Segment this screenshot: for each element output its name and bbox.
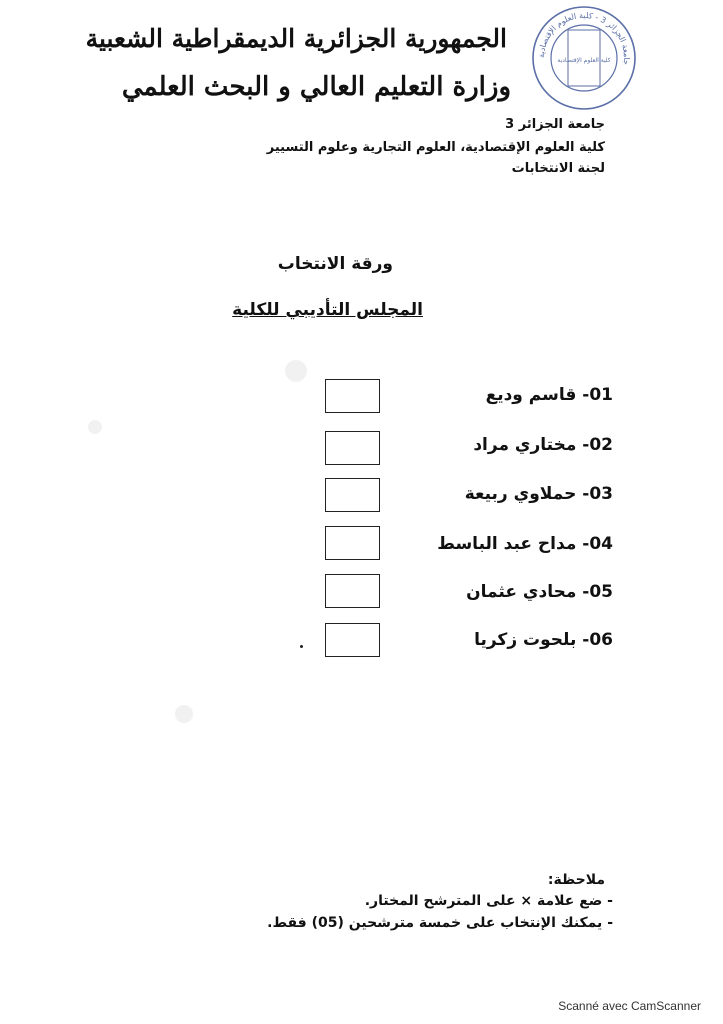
ink-dot (300, 645, 303, 648)
ballot-title: ورقة الانتخاب (277, 254, 393, 274)
scan-smudge (285, 360, 307, 382)
candidate-label-05: 05- محادي عثمان (466, 582, 613, 602)
vote-checkbox-06[interactable] (325, 623, 380, 657)
scanner-watermark: Scanné avec CamScanner (558, 999, 701, 1013)
vote-checkbox-04[interactable] (325, 526, 380, 560)
scan-smudge (175, 705, 193, 723)
university-seal-icon (530, 4, 638, 112)
faculty-name: كلية العلوم الإقتصادية، العلوم التجارية وعلوم التسيير (266, 140, 605, 155)
note-instruction-mark: - ضع علامة × على المترشح المختار. (364, 893, 613, 909)
ministry-heading: وزارة التعليم العالي و البحث العلمي (121, 72, 511, 102)
candidate-label-03: 03- حملاوي ربيعة (464, 484, 613, 504)
candidate-label-06: 06- بلحوت زكريا (474, 630, 613, 650)
vote-checkbox-05[interactable] (325, 574, 380, 608)
republic-heading: الجمهورية الجزائرية الديمقراطية الشعبية (85, 24, 507, 53)
vote-checkbox-02[interactable] (325, 431, 380, 465)
candidate-label-01: 01- قاسم وديع (485, 385, 613, 405)
vote-checkbox-01[interactable] (325, 379, 380, 413)
scan-smudge (88, 420, 102, 434)
candidate-label-04: 04- مداح عبد الباسط (437, 534, 613, 554)
council-title: المجلس التأديبي للكلية (232, 300, 423, 320)
university-name: جامعة الجزائر 3 (505, 117, 605, 132)
note-title: ملاحظة: (547, 872, 605, 888)
seal-center-text: كلية العلوم الإقتصادية (557, 57, 611, 64)
vote-checkbox-03[interactable] (325, 478, 380, 512)
candidate-label-02: 02- مختاري مراد (473, 435, 613, 455)
seal-ring-text: جامعة الجزائر 3 - كلية العلوم الإقتصادية (536, 10, 632, 66)
note-instruction-limit: - يمكنك الإنتخاب على خمسة مترشحين (05) فقط. (267, 915, 613, 931)
election-committee: لجنة الانتخابات (511, 161, 605, 176)
